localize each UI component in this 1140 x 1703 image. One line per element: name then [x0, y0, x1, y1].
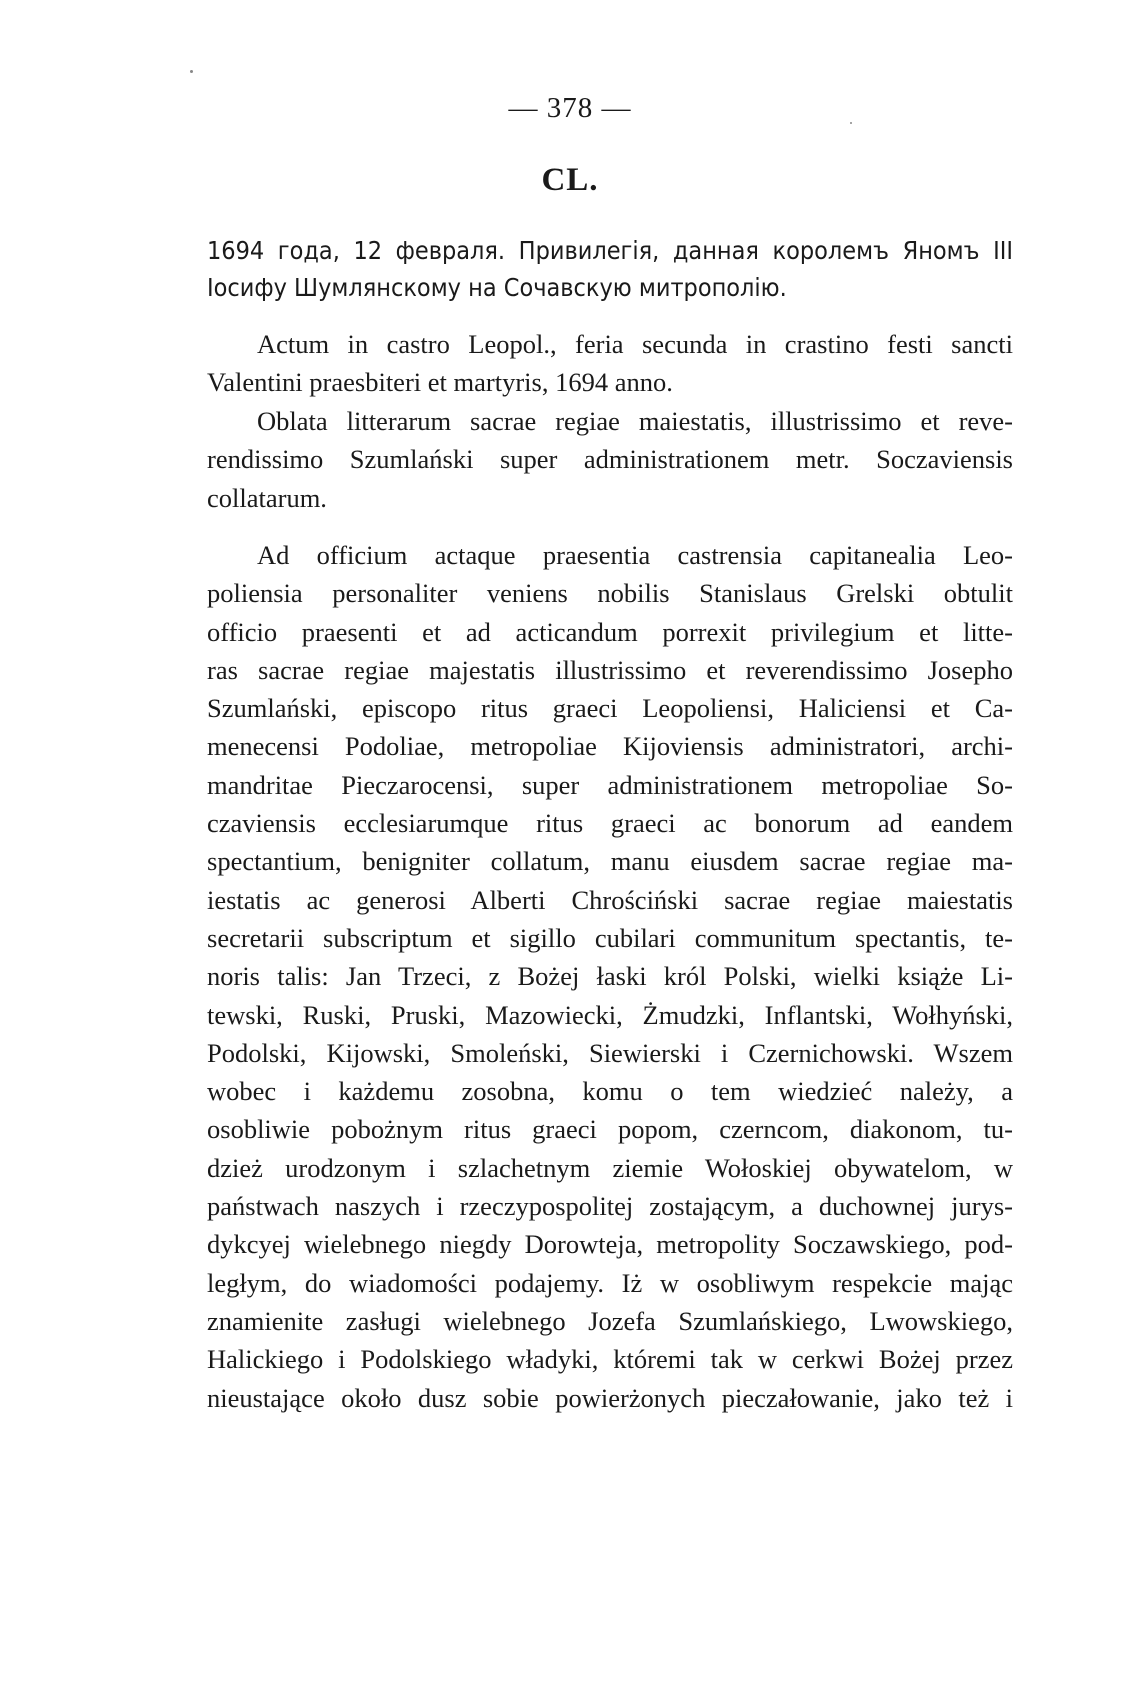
- text-line: officio praesenti et ad acticandum porrexit privilegium et litte-: [207, 616, 1013, 647]
- text-line: iestatis ac generosi Alberti Chrościński sacrae regiae maiestatis: [207, 884, 1013, 915]
- text-line: ległym, do wiadomości podajemy. Iż w osobliwym respekcie mając: [207, 1267, 1013, 1298]
- text-line: noris talis: Jan Trzeci, z Bożej łaski król Polski, wielki książe Li-: [207, 961, 1013, 992]
- document-heading: [207, 232, 1013, 306]
- heading-line: Іосифу Шумлянскому на Сочавскую митрополію.: [207, 273, 787, 302]
- text-line: Halickiego i Podolskiego władyki, któremi tak w cerkwi Bożej przez: [207, 1344, 1013, 1375]
- text-line: Szumlański, episcopo ritus graeci Leopoliensi, Haliciensi et Ca-: [207, 693, 1013, 724]
- text-line: Oblata litterarum sacrae regiae maiestatis, illustrissimo et reve-: [257, 406, 1013, 436]
- text-line: państwach naszych i rzeczypospolitej zostającym, a duchownej jurys-: [207, 1191, 1013, 1222]
- text-line: spectantium, benigniter collatum, manu eiusdem sacrae regiae ma-: [207, 846, 1013, 877]
- text-line: collatarum.: [207, 482, 327, 513]
- section-title: CL.: [541, 162, 599, 198]
- text-line: czaviensis ecclesiarumque ritus graeci ac bonorum ad eandem: [207, 808, 1013, 839]
- print-speck: [190, 70, 193, 73]
- text-line: ras sacrae regiae majestatis illustrissimo et reverendissimo Josepho: [207, 654, 1013, 685]
- text-line: osobliwie pobożnym ritus graeci popom, czerncom, diakonom, tu-: [207, 1114, 1013, 1145]
- text-line: dykcyej wielebnego niegdy Dorowteja, metropolity Soczawskiego, pod-: [207, 1229, 1013, 1260]
- heading-line: 1694 года, 12 февраля. Привилегія, данная королемъ Яномъ III: [207, 236, 1013, 265]
- text-line: wobec i każdemu zosobna, komu o tem wiedzieć należy, a: [207, 1076, 1013, 1107]
- text-line: mandritae Pieczarocensi, super administrationem metropoliae So-: [207, 769, 1013, 800]
- text-line: menecensi Podoliae, metropoliae Kijoviensis administratori, archi-: [207, 731, 1013, 762]
- text-line: znamienite zasługi wielebnego Jozefa Szumlańskiego, Lwowskiego,: [207, 1305, 1013, 1336]
- page-number: — 378 —: [508, 92, 632, 124]
- text-line: Valentini praesbiteri et martyris, 1694 anno.: [207, 367, 673, 398]
- main-paragraph: [207, 536, 1013, 1417]
- text-line: dzież urodzonym i szlachetnym ziemie Wołoskiej obywatelom, w: [207, 1152, 1013, 1183]
- oblata-paragraph: [207, 402, 1013, 517]
- text-line: nieustające około dusz sobie powierżonych pieczałowanie, jako też i: [207, 1382, 1013, 1413]
- text-line: rendissimo Szumlański super administrationem metr. Soczaviensis: [207, 444, 1013, 475]
- actum-paragraph: [207, 325, 1013, 402]
- text-line: tewski, Ruski, Pruski, Mazowiecki, Żmudzki, Inflantski, Wołhyński,: [207, 999, 1013, 1030]
- text-line: secretarii subscriptum et sigillo cubilari communitum spectantis, te-: [207, 922, 1013, 953]
- text-line: Podolski, Kijowski, Smoleński, Siewierski i Czernichowski. Wszem: [207, 1037, 1013, 1068]
- text-line: poliensia personaliter veniens nobilis Stanislaus Grelski obtulit: [207, 578, 1013, 609]
- text-line: Actum in castro Leopol., feria secunda in crastino festi sancti: [257, 329, 1013, 359]
- text-line: Ad officium actaque praesentia castrensia capitanealia Leo-: [257, 540, 1013, 570]
